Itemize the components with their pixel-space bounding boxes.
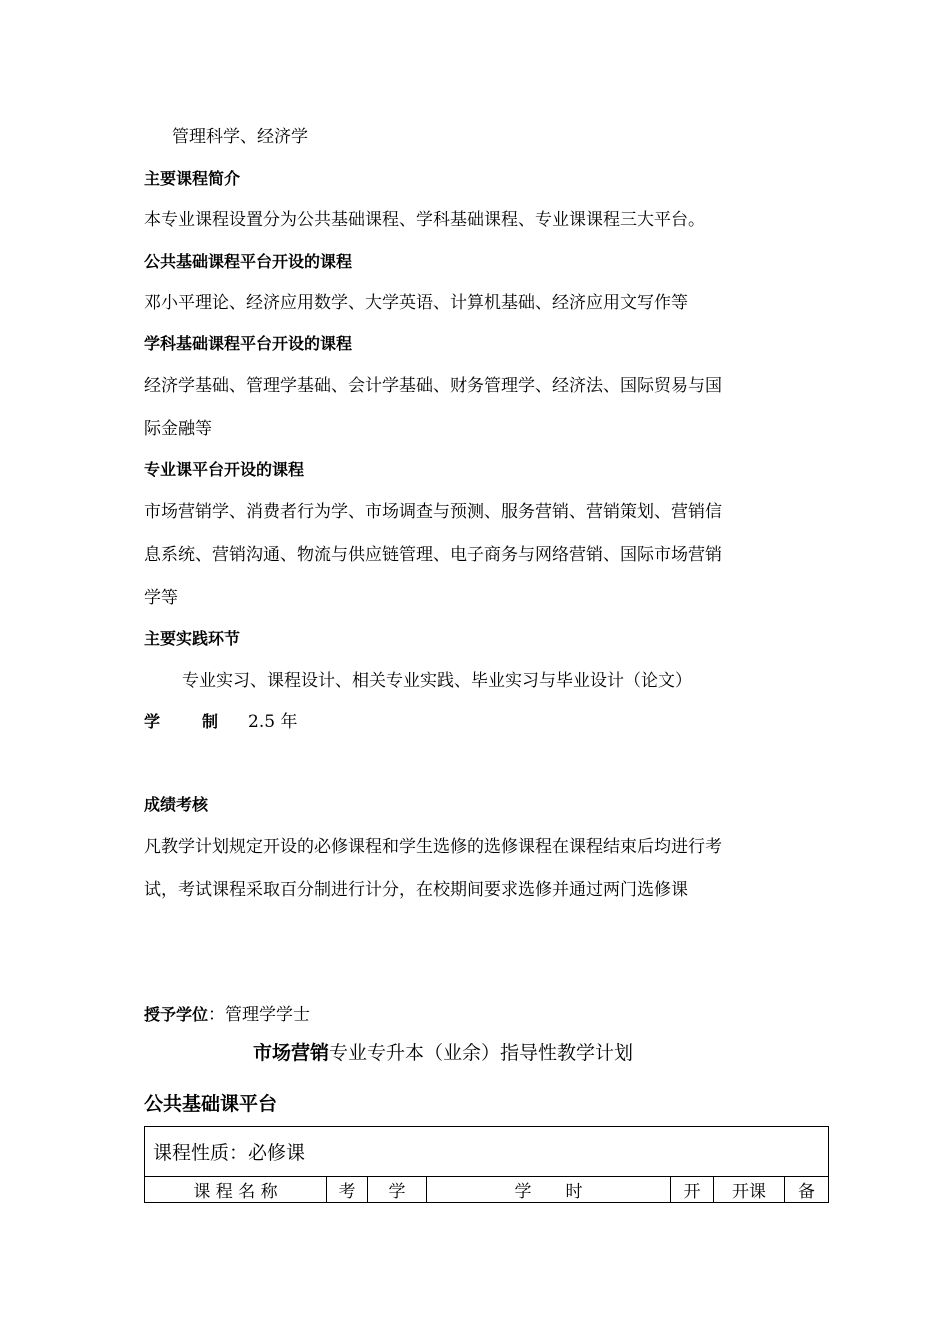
practice-text: 专业实习、课程设计、相关专业实践、毕业实习与毕业设计（论文） — [182, 671, 692, 691]
major-platform-line-1: 市场营销学、消费者行为学、市场调查与预测、服务营销、营销策划、营销信 — [144, 502, 722, 522]
course-intro-text: 本专业课程设置分为公共基础课程、学科基础课程、专业课课程三大平台。 — [144, 210, 705, 230]
course-intro-heading: 主要课程简介 — [144, 169, 241, 188]
duration-value: 2.5 年 — [248, 712, 298, 732]
major-platform-heading: 专业课平台开设的课程 — [144, 460, 305, 479]
degree-line — [144, 1004, 310, 1026]
degree-disciplines: 管理科学、经济学 — [172, 127, 308, 147]
plan-title-bold: 市场营销 — [253, 1042, 330, 1064]
subject-platform-line-1: 经济学基础、管理学基础、会计学基础、财务管理学、经济法、国际贸易与国 — [144, 376, 722, 396]
header-exam: 考 — [327, 1177, 368, 1203]
course-nature-cell: 课程性质：必修课 — [145, 1127, 829, 1177]
duration-label-1: 学 — [144, 712, 161, 731]
practice-heading: 主要实践环节 — [144, 629, 241, 648]
plan-title — [253, 1040, 633, 1066]
public-platform-heading: 公共基础课程平台开设的课程 — [144, 252, 353, 271]
header-open-course: 开课 — [714, 1177, 785, 1203]
assessment-heading: 成绩考核 — [144, 795, 209, 814]
header-course-name: 课 程 名 称 — [145, 1177, 327, 1203]
assessment-line-2: 试，考试课程采取百分制进行计分，在校期间要求选修并通过两门选修课 — [144, 880, 688, 900]
degree-value: 管理学学士 — [225, 1005, 311, 1025]
header-remarks: 备 — [785, 1177, 829, 1203]
assessment-line-1: 凡教学计划规定开设的必修课程和学生选修的选修课程在课程结束后均进行考 — [144, 837, 722, 857]
header-open: 开 — [671, 1177, 714, 1203]
public-platform-courses: 邓小平理论、经济应用数学、大学英语、计算机基础、经济应用文写作等 — [144, 293, 688, 313]
subject-platform-line-2: 际金融等 — [144, 419, 212, 439]
plan-title-rest: 专业专升本（业余）指导性教学计划 — [329, 1042, 634, 1064]
course-plan-table — [144, 1126, 829, 1203]
major-platform-line-3: 学等 — [144, 588, 178, 608]
degree-colon: ： — [208, 1005, 226, 1025]
major-platform-line-2: 息系统、营销沟通、物流与供应链管理、电子商务与网络营销、国际市场营销 — [144, 545, 722, 565]
subject-platform-heading: 学科基础课程平台开设的课程 — [144, 334, 353, 353]
duration-label-2: 制 — [202, 712, 219, 731]
degree-label: 授予学位 — [144, 1005, 209, 1024]
platform-heading: 公共基础课平台 — [144, 1093, 278, 1115]
header-credit: 学 — [368, 1177, 427, 1203]
header-hours: 学 时 — [427, 1177, 671, 1203]
